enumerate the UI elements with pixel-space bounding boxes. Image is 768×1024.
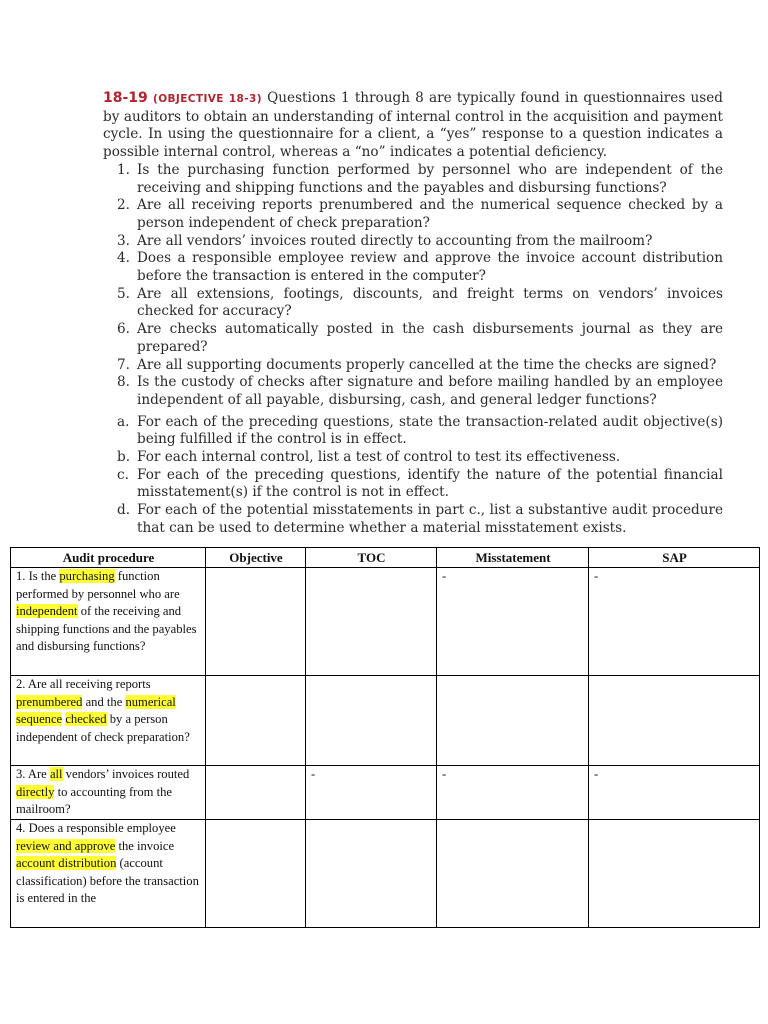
problem-intro-text: Questions 1 through 8 are typically found in questionnaires used by auditors to obtain an understanding of internal control in the acquisition and payment cycle. In using the questionnaire for a client, a “yes” response to a question indicates a possible internal control, whereas a “no” indicates a potential deficiency. [103, 90, 723, 161]
procedure-text: 4. Does a responsible employee [16, 821, 176, 835]
requirement-letter: a. [117, 413, 130, 430]
problem-text [103, 90, 723, 538]
question-text: Are checks automatically posted in the cash disbursements journal as they are prepared? [137, 321, 723, 355]
question-number: 5. [117, 285, 130, 302]
cell-audit-procedure [11, 820, 206, 928]
question-text: Are all vendors’ invoices routed directly to accounting from the mailroom? [137, 232, 653, 249]
requirement-list [103, 414, 723, 538]
highlighted-text: all [49, 767, 63, 781]
cell-objective[interactable] [206, 568, 306, 676]
cell-objective[interactable] [206, 676, 306, 766]
highlighted-text: review and approve [16, 838, 116, 853]
cell-toc[interactable] [306, 676, 437, 766]
cell-misstatement[interactable] [437, 676, 589, 766]
cell-misstatement[interactable] [437, 820, 589, 928]
cell-toc[interactable] [306, 568, 437, 676]
requirement-text: For each of the preceding questions, identify the nature of the potential financial misstatement(s) if the control is not in effect. [137, 466, 723, 501]
cell-misstatement[interactable]: - [437, 766, 589, 820]
problem-number: 18-19 [103, 90, 148, 106]
question-text: Are all extensions, footings, discounts, and freight terms on vendors’ invoices checked for accuracy? [137, 285, 723, 320]
question-item [103, 250, 723, 285]
question-text: Is the purchasing function performed by personnel who are independent of the receiving and shipping functions and the payables and disbursing functions? [137, 161, 723, 196]
requirement-letter: c. [117, 466, 129, 483]
problem-objective: (OBJECTIVE 18-3) [153, 93, 262, 105]
requirement-item [103, 449, 723, 467]
table-row [11, 820, 760, 928]
question-text: Does a responsible employee review and approve the invoice account distribution before the transaction is entered in the computer? [137, 250, 723, 285]
cell-toc[interactable]: - [306, 766, 437, 820]
table-row [11, 568, 760, 676]
question-number: 7. [117, 356, 130, 373]
requirement-item [103, 502, 723, 537]
question-number: 1. [117, 161, 130, 178]
procedure-text: and the [82, 694, 126, 709]
highlighted-text: numerical sequence [16, 694, 176, 727]
question-text: Is the custody of checks after signature and before mailing handled by an employee independent of all payable, disbursing, cash, and general ledger functions? [137, 374, 723, 408]
question-item [103, 286, 723, 321]
requirement-text: For each of the potential misstatements in part c., list a substantive audit procedure that can be used to determine whether a material misstatement exists. [137, 502, 723, 536]
question-number: 6. [117, 321, 130, 338]
highlighted-text: account distribution [16, 856, 117, 871]
cell-objective[interactable] [206, 820, 306, 928]
requirement-item [103, 467, 723, 502]
header-misstatement: Misstatement [437, 548, 589, 568]
procedure-text: of the receiving and shipping functions and the payables and disbursing functions? [16, 604, 197, 654]
table-header-row [11, 548, 760, 568]
cell-sap[interactable] [589, 676, 760, 766]
procedure-text: 1. Is the [16, 569, 60, 583]
procedure-text: by a person independent of check preparation? [16, 712, 190, 744]
cell-audit-procedure [11, 676, 206, 766]
procedure-text: the invoice [115, 838, 175, 853]
procedure-text: function performed by personnel who are [16, 569, 180, 601]
procedure-text: (account classification) before the transaction is entered in the [16, 856, 199, 906]
cell-audit-procedure [11, 766, 206, 820]
header-audit-procedure: Audit procedure [11, 548, 206, 568]
header-sap: SAP [589, 548, 760, 568]
requirement-text: For each of the preceding questions, state the transaction-related audit objective(s) being fulfilled if the control is in effect. [137, 413, 723, 448]
question-item [103, 197, 723, 232]
question-item [103, 233, 723, 251]
cell-audit-procedure [11, 568, 206, 676]
procedure-text: vendors’ invoices routed [62, 767, 190, 781]
requirement-item [103, 414, 723, 449]
question-item [103, 357, 723, 375]
audit-table [10, 547, 760, 928]
question-item [103, 374, 723, 409]
cell-toc[interactable] [306, 820, 437, 928]
highlighted-text: purchasing [59, 569, 115, 583]
question-text: Are all receiving reports prenumbered and the numerical sequence checked by a person independent of check preparation? [137, 197, 723, 231]
procedure-text: 3. Are [16, 767, 50, 781]
question-list [103, 162, 723, 410]
requirement-text: For each internal control, list a test of control to test its effectiveness. [137, 449, 621, 466]
cell-sap[interactable]: - [589, 766, 760, 820]
cell-misstatement[interactable]: - [437, 568, 589, 676]
table-row [11, 766, 760, 820]
requirement-letter: b. [117, 449, 131, 466]
question-number: 3. [117, 232, 130, 249]
highlighted-text: prenumbered [16, 694, 83, 709]
requirement-letter: d. [117, 502, 131, 519]
header-toc: TOC [306, 548, 437, 568]
procedure-text: 2. Are all receiving reports [16, 677, 151, 691]
problem-intro [103, 90, 723, 162]
question-text: Are all supporting documents properly cancelled at the time the checks are signed? [137, 356, 717, 373]
question-number: 4. [117, 250, 130, 267]
highlighted-text: directly [16, 784, 55, 799]
question-number: 2. [117, 197, 130, 214]
question-item [103, 321, 723, 356]
cell-sap[interactable]: - [589, 568, 760, 676]
cell-sap[interactable] [589, 820, 760, 928]
question-item [103, 162, 723, 197]
cell-objective[interactable] [206, 766, 306, 820]
question-number: 8. [117, 374, 130, 391]
highlighted-text: independent [16, 604, 78, 619]
table-row [11, 676, 760, 766]
highlighted-text: checked [65, 712, 107, 727]
header-objective: Objective [206, 548, 306, 568]
procedure-text: to accounting from the mailroom? [16, 784, 172, 817]
